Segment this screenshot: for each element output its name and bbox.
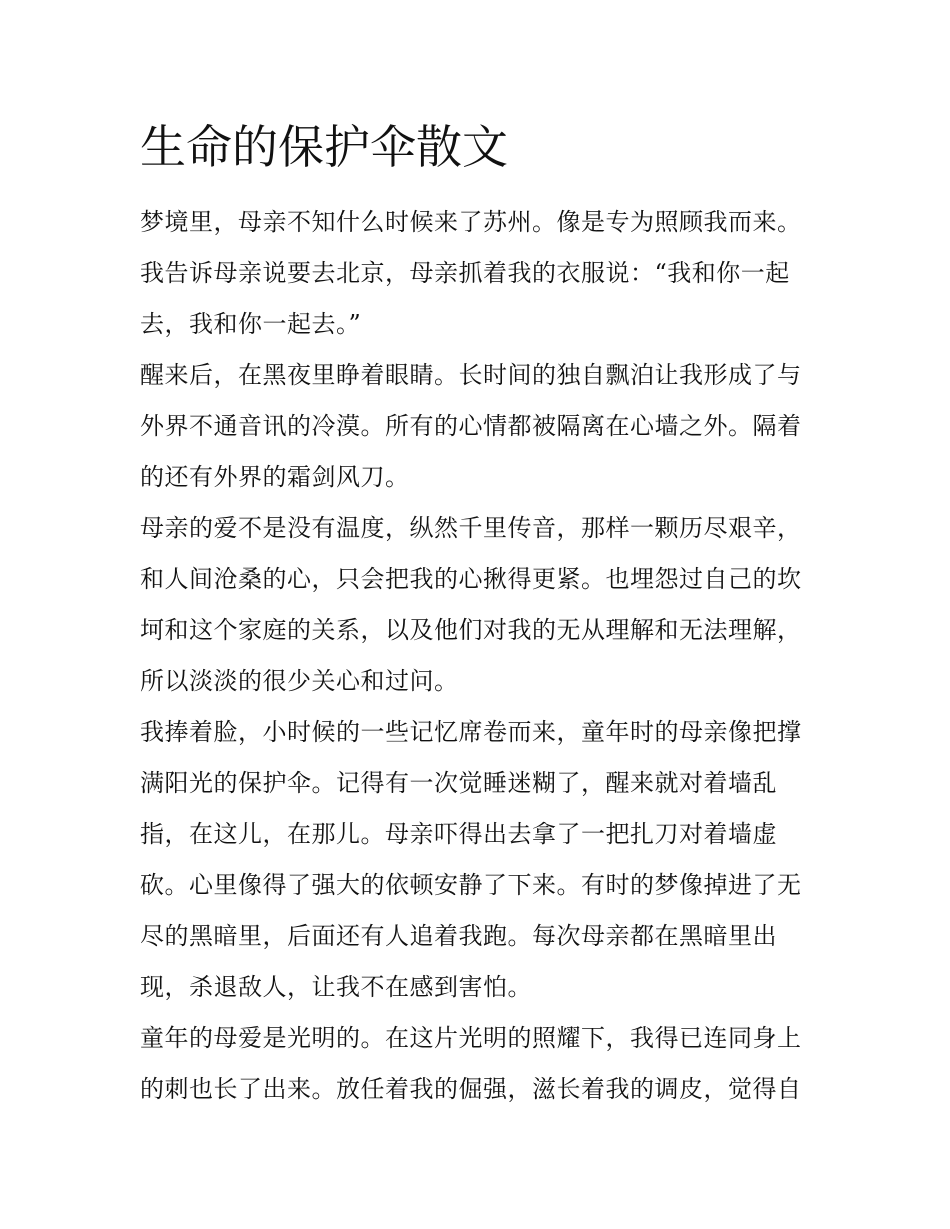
- text-line: 我告诉母亲说要去北京，母亲抓着我的衣服说：“我和你一起: [140, 259, 790, 287]
- text-line: 尽的黑暗里，后面还有人追着我跑。每次母亲都在黑暗里出: [140, 922, 777, 950]
- text-line: 梦境里，母亲不知什么时候来了苏州。像是专为照顾我而来。: [140, 208, 802, 236]
- text-line: 的还有外界的霜剑风刀。: [140, 463, 410, 491]
- text-line: 的刺也长了出来。放任着我的倔强，滋长着我的调皮，觉得自: [140, 1075, 802, 1103]
- text-line: 母亲的爱不是没有温度，纵然千里传音，那样一颗历尽艰辛，: [140, 514, 802, 542]
- text-line: 我捧着脸，小时候的一些记忆席卷而来，童年时的母亲像把撑: [140, 718, 802, 746]
- text-line: 去，我和你一起去。”: [140, 310, 362, 338]
- text-line: 砍。心里像得了强大的依顿安静了下来。有时的梦像掉进了无: [140, 871, 802, 899]
- text-line: 现，杀退敌人，让我不在感到害怕。: [140, 973, 532, 1001]
- text-line: 坷和这个家庭的关系，以及他们对我的无从理解和无法理解，: [140, 616, 802, 644]
- text-line: 和人间沧桑的心，只会把我的心揪得更紧。也埋怨过自己的坎: [140, 565, 802, 593]
- text-line: 所以淡淡的很少关心和过问。: [140, 667, 459, 695]
- text-line: 外界不通音讯的冷漠。所有的心情都被隔离在心墙之外。隔着: [140, 412, 802, 440]
- text-line: 满阳光的保护伞。记得有一次觉睡迷糊了，醒来就对着墙乱: [140, 769, 777, 797]
- document-title: 生命的保护伞散文: [140, 120, 508, 174]
- text-line: 醒来后，在黑夜里睁着眼睛。长时间的独自飘泊让我形成了与: [140, 361, 802, 389]
- text-line: 童年的母爱是光明的。在这片光明的照耀下，我得已连同身上: [140, 1024, 802, 1052]
- text-line: 指，在这儿，在那儿。母亲吓得出去拿了一把扎刀对着墙虚: [140, 820, 777, 848]
